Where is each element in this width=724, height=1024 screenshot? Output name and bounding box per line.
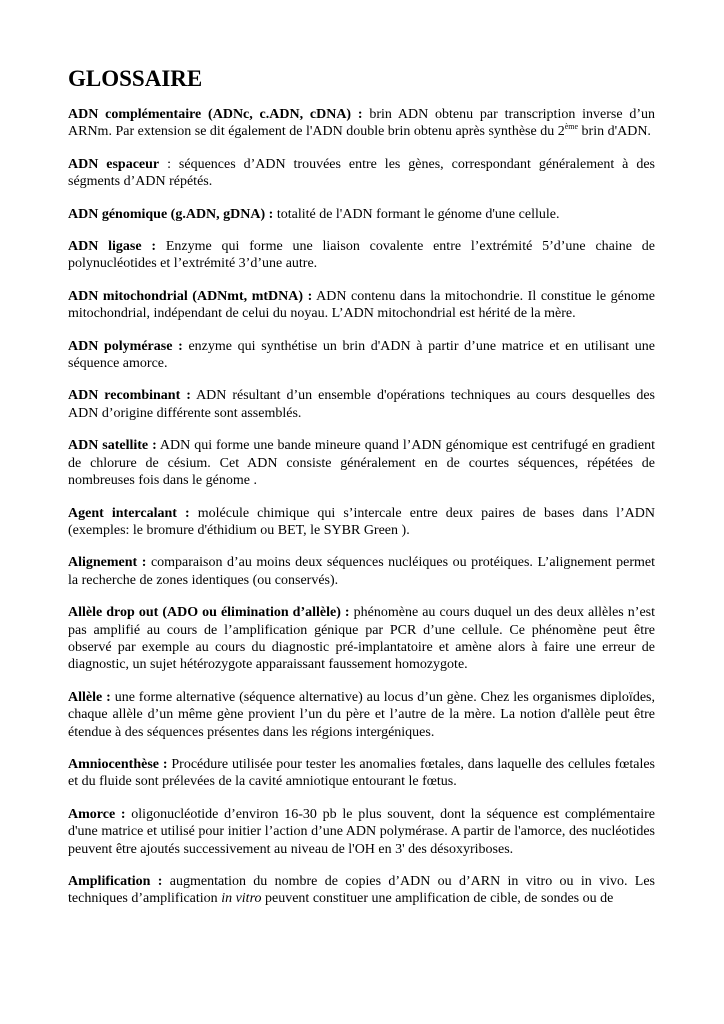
glossary-entry <box>68 604 655 674</box>
entry-definition: : séquences d’ADN trouvées entre les gènes, correspondant généralement à des ségments d’ADN répétés. <box>68 156 655 190</box>
entry-definition-cont: peuvent constituer une amplification de cible, de sondes ou de <box>261 891 614 907</box>
entry-term: Alignement : <box>68 555 147 571</box>
glossary-entry <box>68 554 655 589</box>
glossary-entry <box>68 437 655 489</box>
entry-definition-cont: brin d'ADN. <box>578 124 651 140</box>
entry-term: ADN espaceur <box>68 156 160 172</box>
entry-term: ADN génomique (g.ADN, gDNA) : <box>68 206 274 222</box>
superscript: ème <box>564 122 579 132</box>
entry-term: Amplification : <box>68 874 163 889</box>
entry-definition: totalité de l'ADN formant le génome d'une cellule. <box>276 206 560 222</box>
glossary-entry <box>68 206 655 223</box>
italic-term: in vitro <box>221 891 262 907</box>
entry-definition: enzyme qui synthétise un brin d'ADN à partir d’une matrice et en utilisant une séquence amorce. <box>68 338 655 372</box>
entry-definition: comparaison d’au moins deux séquences nucléiques ou protéiques. L’alignement permet la recherche de zones identiques (ou conservés). <box>68 555 655 588</box>
entry-term: Agent intercalant : <box>68 505 190 521</box>
entry-term: Allèle : <box>68 689 111 705</box>
entry-definition: une forme alternative (séquence alternative) au locus d’un gène. Chez les organismes diploïdes, chaque allèle d’un même gène provient l’un du père et l’autre de la mère. La notion d'allèle peut être étendue à des séquences présentes dans les régions intergéniques. <box>68 689 655 740</box>
entry-term: Allèle drop out (ADO ou élimination d’allèle) : <box>68 605 350 621</box>
entry-definition: phénomène au cours duquel un des deux allèles n’est pas amplifié au cours de l’amplification génique par PCR d’une cellule. Ce phénomène peut être observé par exemple au cours du diagnostic pré-implantatoire et amène alors à faire une erreur de diagnostic, un sujet hétérozygote apparaissant faussement homozygote. <box>68 605 655 673</box>
entry-definition: oligonucléotide d’environ 16-30 pb le plus souvent, dont la séquence est complémentaire d'une matrice et utilisé pour initier l’action d’une ADN polymérase. A partir de l'amorce, des nucléotides peuvent être ajoutés successivement au niveau de l'OH en 3' des désoxyriboses. <box>68 806 656 857</box>
entry-term: ADN satellite : <box>68 438 157 454</box>
entry-definition: molécule chimique qui s’intercale entre deux paires de bases dans l’ADN (exemples: le bromure d'éthidium ou BET, le SYBR Green ). <box>68 505 655 538</box>
glossary-entry <box>68 505 655 540</box>
page-title: GLOSSAIRE <box>68 66 203 91</box>
glossary-page <box>68 64 655 923</box>
entry-term: ADN mitochondrial (ADNmt, mtDNA) : <box>68 288 313 304</box>
entry-definition: Enzyme qui forme une liaison covalente entre l’extrémité 5’d’une chaine de polynucléotides et l’extrémité 3’d’une autre. <box>68 239 656 272</box>
entry-term: ADN ligase : <box>68 239 157 255</box>
glossary-entry <box>68 106 655 141</box>
glossary-entry <box>68 288 655 323</box>
entry-term: ADN recombinant : <box>68 388 191 404</box>
glossary-entry <box>68 689 655 741</box>
glossary-entry <box>68 756 655 791</box>
entry-definition: ADN contenu dans la mitochondrie. Il constitue le génome mitochondrial, indépendant de celui du noyau. L’ADN mitochondrial est hérité de la mère. <box>68 288 655 322</box>
glossary-entry <box>68 873 655 908</box>
entry-term: ADN polymérase : <box>68 338 183 354</box>
entry-definition: ADN qui forme une bande mineure quand l’ADN génomique est centrifugé en gradient de chlorure de césium. Cet ADN consiste généralement en de courtes séquences, répétées de nombreuses fois dans le génome . <box>68 438 656 489</box>
glossary-entry <box>68 806 655 858</box>
entry-definition: Procédure utilisée pour tester les anomalies fœtales, dans laquelle des cellules fœtales et du fluide sont prélevées de la cavité amniotique entourant le fœtus. <box>68 756 656 790</box>
entry-definition: ADN résultant d’un ensemble d'opérations techniques au cours desquelles des ADN d’origine différente sont assemblés. <box>68 388 655 421</box>
glossary-entry <box>68 238 655 273</box>
glossary-entry <box>68 156 655 191</box>
entry-term: Amorce : <box>68 806 126 822</box>
entry-definition: augmentation du nombre de copies d’ADN ou d’ARN in vitro ou in vivo. Les techniques d’amplification <box>68 874 656 907</box>
glossary-entry <box>68 387 655 422</box>
glossary-entry <box>68 338 655 373</box>
entry-term: Amniocenthèse : <box>68 756 168 772</box>
entry-term: ADN complémentaire (ADNc, c.ADN, cDNA) : <box>68 107 363 122</box>
entry-definition: brin ADN obtenu par transcription inverse d’un ARNm. Par extension se dit également de l'ADN double brin obtenu après synthèse du 2 <box>68 107 656 140</box>
